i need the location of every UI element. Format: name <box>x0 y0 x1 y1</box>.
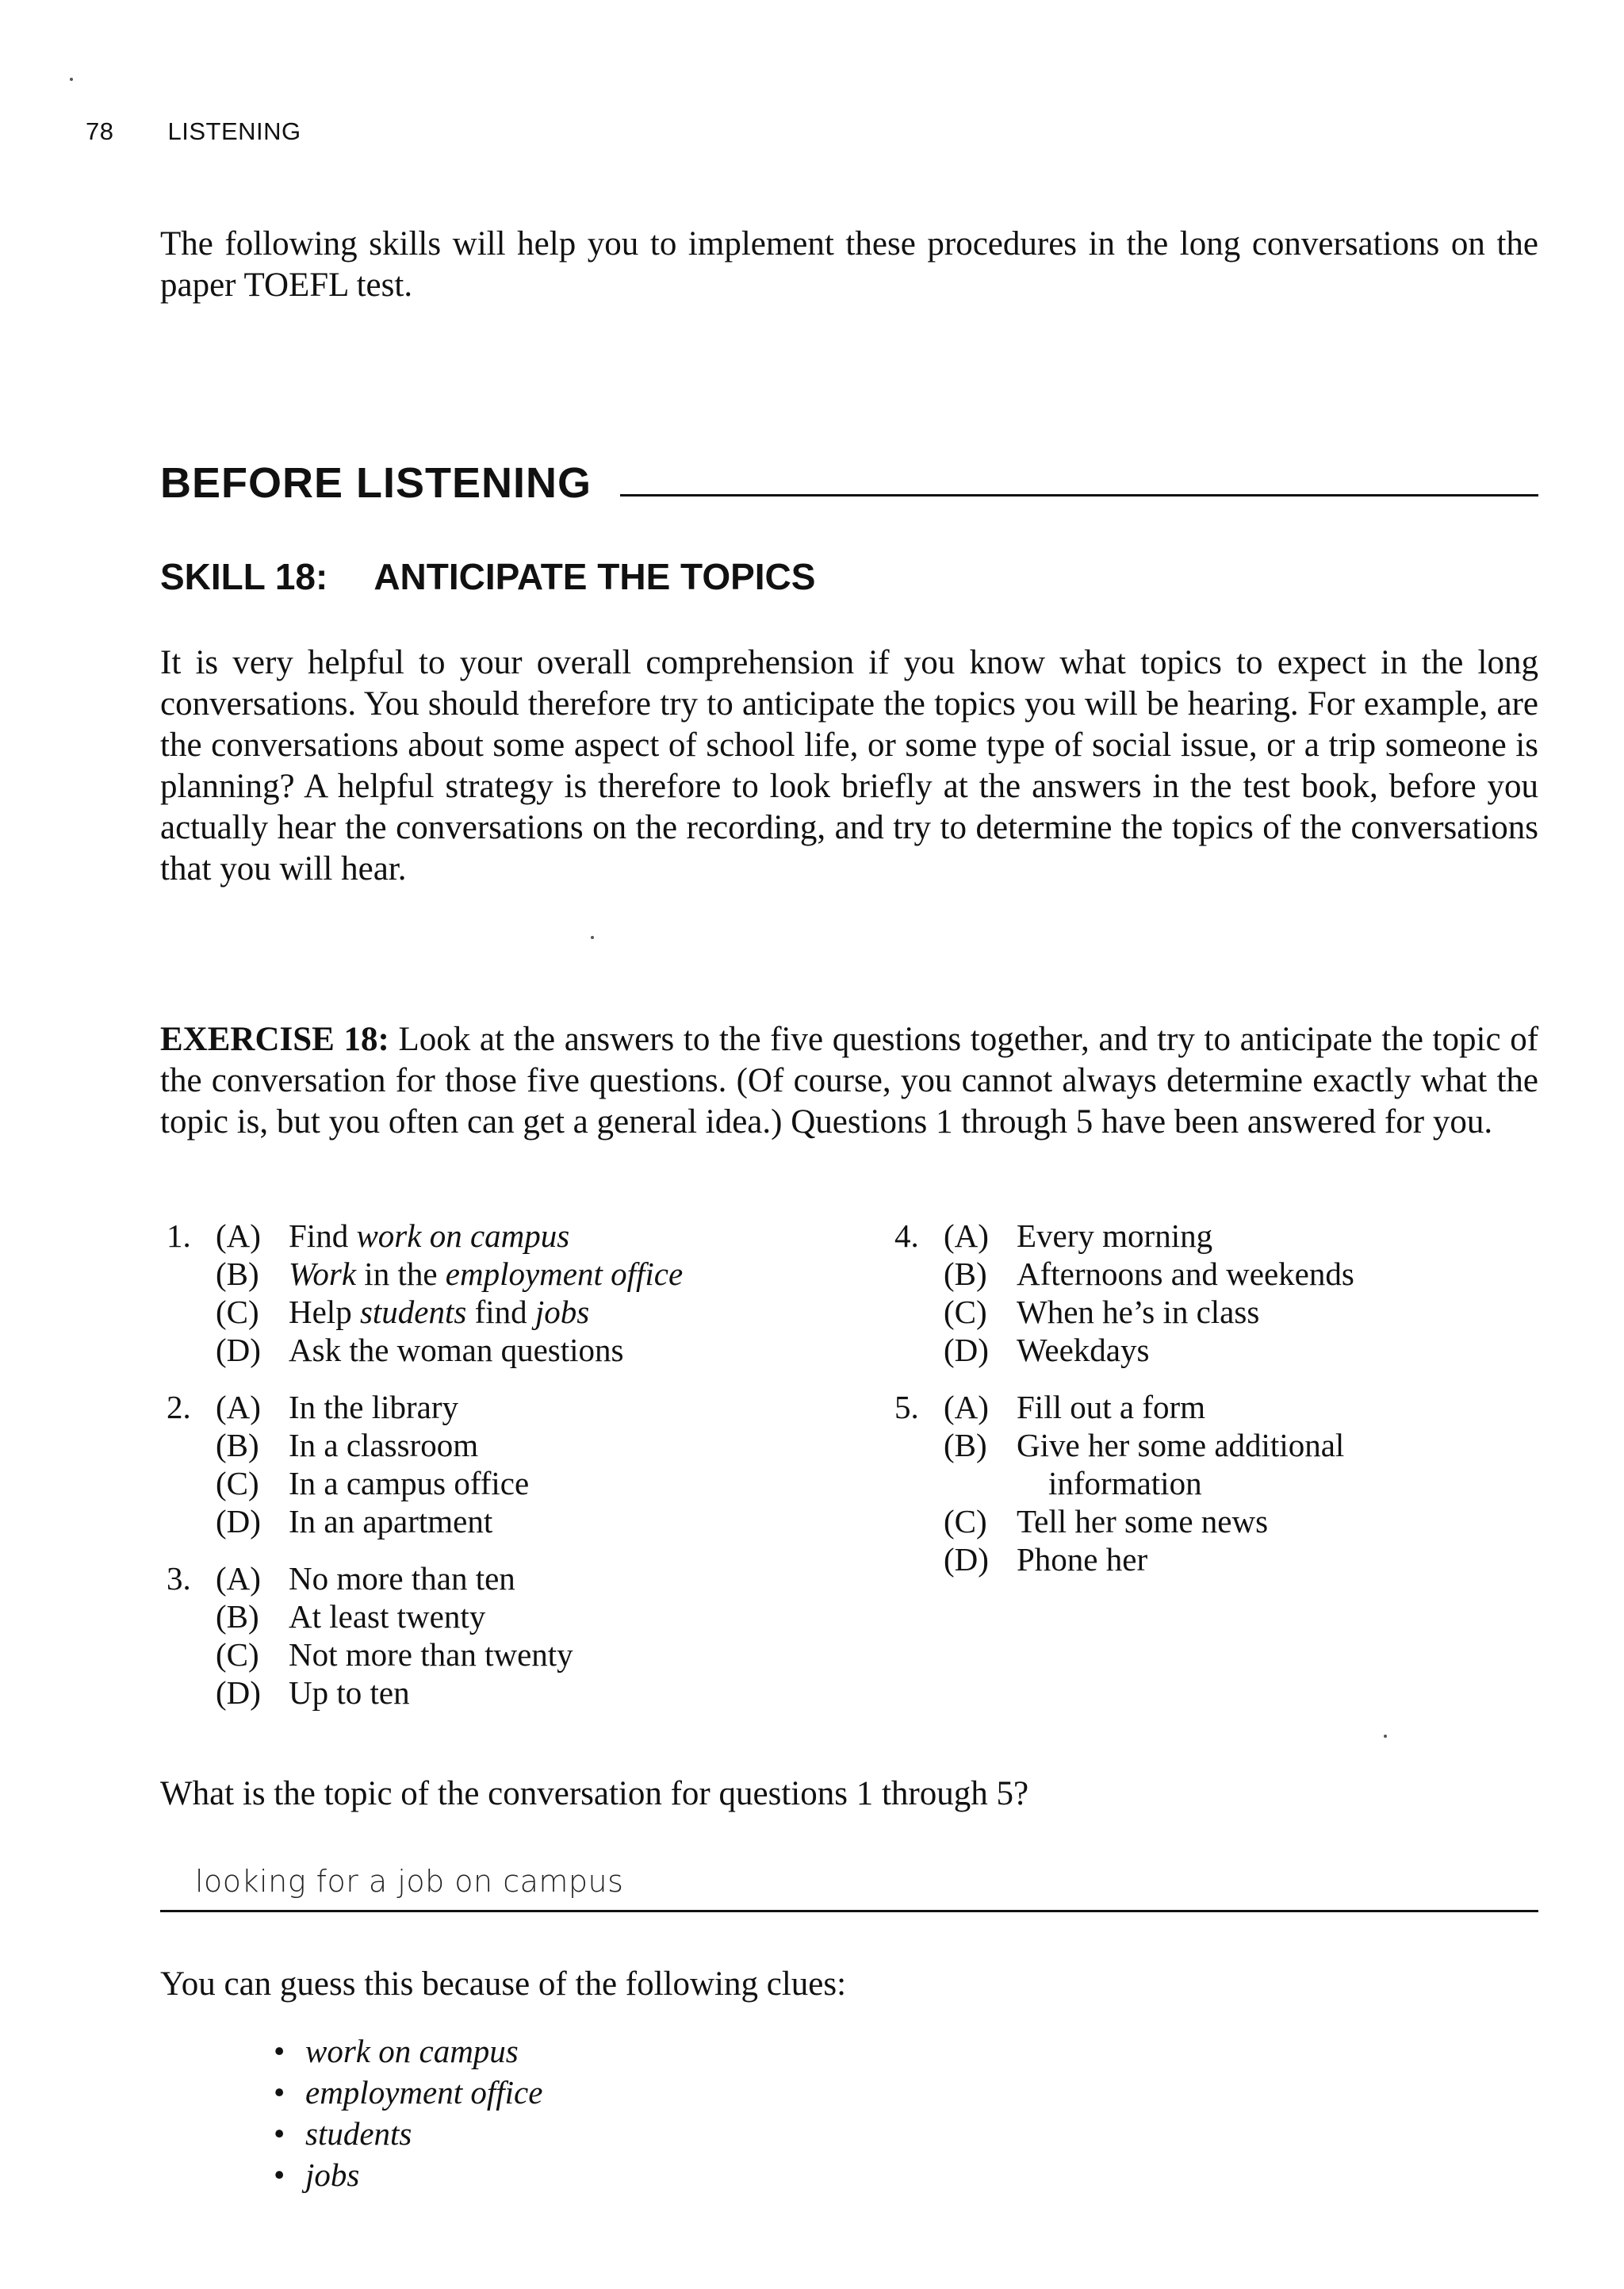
option-letter: (A) <box>944 1389 989 1425</box>
option-text: Ask the woman questions <box>289 1332 624 1368</box>
answer-option <box>894 1293 1461 1331</box>
clue-italic: employment office <box>445 1256 684 1292</box>
question-1 <box>167 1217 733 1369</box>
answer-option <box>894 1502 1461 1540</box>
clues-intro: You can guess this because of the following clues: <box>160 1965 847 2003</box>
option-text: In a campus office <box>289 1465 530 1501</box>
handwritten-answer: looking for a job on campus <box>195 1864 624 1899</box>
option-text: In an apartment <box>289 1503 493 1539</box>
running-header <box>86 117 301 146</box>
option-letter: (A) <box>216 1217 261 1254</box>
option-letter: (A) <box>216 1560 261 1597</box>
answer-option <box>167 1217 733 1255</box>
answer-option <box>894 1426 1461 1502</box>
answer-option <box>167 1674 733 1712</box>
intro-paragraph: The following skills will help you to implement these procedures in the long conversations on the paper TOEFL test. <box>160 225 1538 304</box>
answer-option <box>167 1388 733 1426</box>
question-column-left <box>167 1217 733 1731</box>
answer-option <box>894 1331 1461 1369</box>
question-5 <box>894 1388 1461 1578</box>
option-letter: (D) <box>216 1503 261 1539</box>
option-text: Weekdays <box>1017 1332 1150 1368</box>
clue-item: • jobs <box>274 2154 542 2195</box>
scan-speck <box>1384 1735 1387 1738</box>
question-2 <box>167 1388 733 1540</box>
answer-option <box>167 1502 733 1540</box>
question-number: 2. <box>167 1389 191 1425</box>
question-number: 5. <box>894 1389 919 1425</box>
answer-option <box>894 1388 1461 1426</box>
option-text: Phone her <box>1017 1541 1148 1578</box>
option-letter: (D) <box>944 1541 989 1578</box>
option-letter: (C) <box>944 1294 987 1330</box>
option-letter: (B) <box>944 1427 987 1463</box>
answer-option <box>167 1255 733 1293</box>
option-letter: (C) <box>216 1294 259 1330</box>
option-text: Work in the employment office <box>289 1256 684 1292</box>
clue-item: • students <box>274 2113 542 2154</box>
answer-line <box>160 1861 1538 1912</box>
clue-italic: work on campus <box>356 1217 570 1254</box>
answer-option <box>167 1464 733 1502</box>
option-text: Not more than twenty <box>289 1636 573 1673</box>
option-letter: (B) <box>216 1427 259 1463</box>
answer-option <box>167 1426 733 1464</box>
option-text: At least twenty <box>289 1598 486 1635</box>
skill-paragraph: It is very helpful to your overall comprehension if you know what topics to expect in the long conversations. You should therefore try to anticipate the topics you will be hearing. For example, are the conversations about some aspect of school life, or some type of social issue, or a trip someone is planning? A helpful strategy is therefore to look briefly at the answers in the test book, before you actually hear the conversations on the recording, and try to determine the topics of the conversations that you will hear. <box>160 644 1538 888</box>
skill-heading <box>160 555 815 598</box>
skill-title: ANTICIPATE THE TOPICS <box>373 556 816 597</box>
section-heading-title: BEFORE LISTENING <box>160 459 592 507</box>
exercise-label: EXERCISE 18: <box>160 1021 389 1058</box>
option-letter: (C) <box>944 1503 987 1539</box>
answer-option <box>167 1559 733 1597</box>
skill-label: SKILL 18: <box>160 556 328 597</box>
clue-italic: students <box>359 1294 467 1330</box>
option-text: Every morning <box>1017 1217 1213 1254</box>
option-text: When he’s in class <box>1017 1294 1260 1330</box>
exercise-text: Look at the answers to the five questions together, and try to anticipate the topic of the conversation for those five questions. (Of course, you cannot always determine exactly what the topic is, but you often can get a general idea.) Questions 1 through 5 have been answered for you. <box>160 1021 1539 1141</box>
answer-option <box>894 1255 1461 1293</box>
answer-option <box>894 1540 1461 1578</box>
scan-speck <box>70 78 73 81</box>
option-letter: (B) <box>944 1256 987 1292</box>
question-number: 1. <box>167 1217 191 1254</box>
clue-item: • work on campus <box>274 2030 542 2072</box>
option-letter: (A) <box>216 1389 261 1425</box>
exercise-instructions <box>160 1019 1538 1143</box>
option-text: No more than ten <box>289 1560 515 1597</box>
option-letter: (D) <box>216 1332 261 1368</box>
option-letter: (C) <box>216 1636 259 1673</box>
question-4 <box>894 1217 1461 1369</box>
option-letter: (D) <box>944 1332 989 1368</box>
answer-option <box>167 1597 733 1635</box>
option-text: Find work on campus <box>289 1217 570 1254</box>
section-heading <box>160 458 1538 508</box>
option-letter: (D) <box>216 1674 261 1711</box>
answer-option <box>894 1217 1461 1255</box>
option-text: Up to ten <box>289 1674 410 1711</box>
option-text: Tell her some news <box>1017 1503 1269 1539</box>
page-number: 78 <box>86 117 114 145</box>
answer-option <box>167 1293 733 1331</box>
question-number: 4. <box>894 1217 919 1254</box>
answer-option <box>167 1331 733 1369</box>
option-letter: (A) <box>944 1217 989 1254</box>
option-text: Help students find jobs <box>289 1294 590 1330</box>
question-number: 3. <box>167 1560 191 1597</box>
option-text: Fill out a form <box>1017 1389 1206 1425</box>
scan-speck <box>591 936 594 939</box>
option-text: Give her some additional information <box>1017 1427 1345 1501</box>
clue-italic: jobs <box>534 1294 590 1330</box>
question-3 <box>167 1559 733 1712</box>
topic-question: What is the topic of the conversation for questions 1 through 5? <box>160 1775 1029 1812</box>
option-text: In the library <box>289 1389 459 1425</box>
option-letter: (B) <box>216 1256 259 1292</box>
option-letter: (C) <box>216 1465 259 1501</box>
option-text: Afternoons and weekends <box>1017 1256 1354 1292</box>
question-column-right <box>894 1217 1461 1597</box>
clue-italic: Work <box>289 1256 357 1292</box>
option-letter: (B) <box>216 1598 259 1635</box>
running-section-title: LISTENING <box>167 117 301 145</box>
section-heading-rule <box>620 494 1538 497</box>
option-text: In a classroom <box>289 1427 479 1463</box>
clue-list <box>274 2030 542 2195</box>
answer-option <box>167 1635 733 1674</box>
clue-item: • employment office <box>274 2072 542 2113</box>
